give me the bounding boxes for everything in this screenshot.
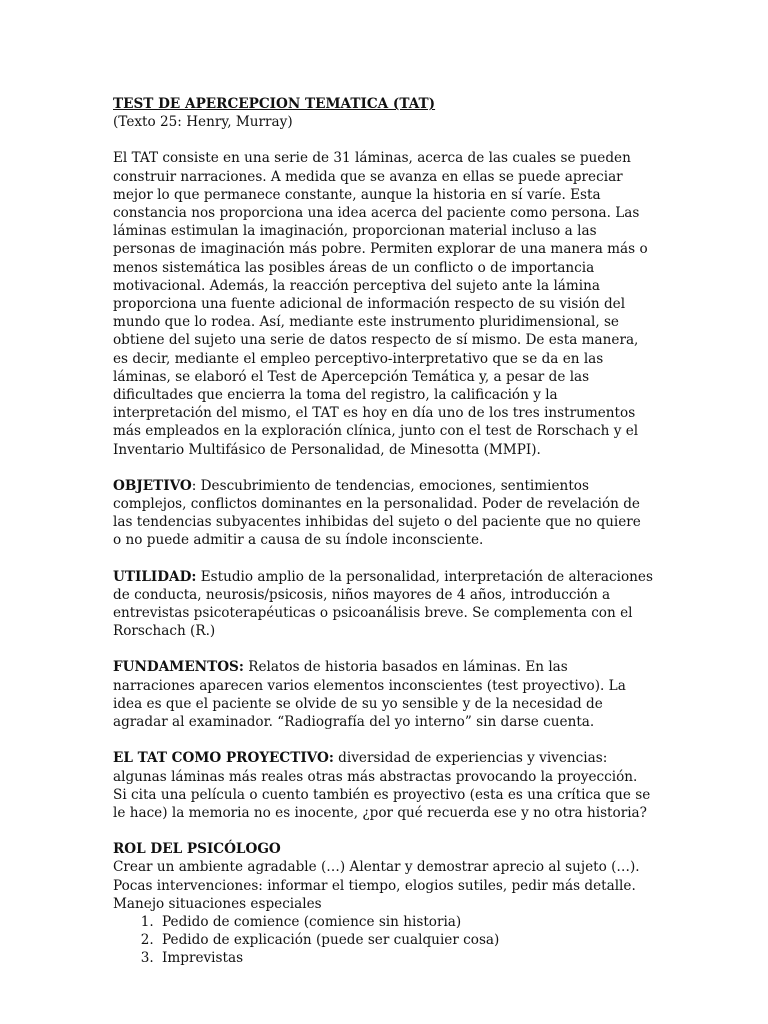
situaciones-list [113, 913, 653, 968]
rol-line: Crear un ambiente agradable (…) Alentar y demostrar aprecio al sujeto (…). [113, 859, 640, 876]
document-page [113, 95, 653, 968]
rol-heading: ROL DEL PSICÓLOGO [113, 841, 281, 858]
proyectivo-label: EL TAT COMO PROYECTIVO: [113, 750, 334, 767]
fundamentos-paragraph [113, 658, 653, 731]
proyectivo-paragraph [113, 749, 653, 822]
list-item: 1. Pedido de comience (comience sin historia) [158, 913, 653, 931]
document-title: TEST DE APERCEPCION TEMATICA (TAT) [113, 96, 436, 112]
objetivo-label: OBJETIVO [113, 477, 192, 494]
rol-line: Manejo situaciones especiales [113, 895, 322, 912]
rol-line: Pocas intervenciones: informar el tiempo, elogios sutiles, pedir más detalle. [113, 877, 636, 894]
list-item: 3. Imprevistas [158, 949, 653, 967]
objetivo-paragraph [113, 477, 653, 550]
fundamentos-text: Relatos de historia basados en láminas. En las narraciones aparecen varios elementos inconscientes (test proyectivo). La idea es que el paciente se olvide de su yo sensible y de la necesidad de agradar al examinador. “Radiografía del yo interno” sin darse cuenta. [113, 659, 626, 731]
document-subtitle: (Texto 25: Henry, Murray) [113, 114, 293, 131]
utilidad-label: UTILIDAD: [113, 568, 197, 585]
utilidad-text: Estudio amplio de la personalidad, interpretación de alteraciones de conducta, neurosis/psicosis, niños mayores de 4 años, introducción a entrevistas psicoterapéuticas o psicoanálisis breve. Se complementa con el Rorschach (R.) [113, 568, 653, 640]
utilidad-paragraph [113, 568, 653, 641]
proyectivo-text: diversidad de experiencias y vivencias: algunas láminas más reales otras más abstractas provocando la proyección. Si cita una película o cuento también es proyectivo (esta es una crítica que se le hace) la memoria no es inocente, ¿por qué recuerda ese y no otra historia? [113, 750, 651, 821]
objetivo-text: : Descubrimiento de tendencias, emociones, sentimientos complejos, conflictos dominantes en la personalidad. Poder de revelación de las tendencias subyacentes inhibidas del sujeto o del paciente que no quiere o no puede admitir a causa de su índole inconsciente. [113, 477, 641, 549]
list-item: 2. Pedido de explicación (puede ser cualquier cosa) [158, 931, 653, 949]
fundamentos-label: FUNDAMENTOS: [113, 659, 244, 676]
intro-paragraph: El TAT consiste en una serie de 31 láminas, acerca de las cuales se pueden construir narraciones. A medida que se avanza en ellas se puede apreciar mejor lo que permanece constante, aunque la historia en sí varíe. Esta constancia nos proporciona una idea acerca del paciente como persona. Las láminas estimulan la imaginación, proporcionan material incluso a las personas de imaginación más pobre. Permiten explorar de una manera más o menos sistemática las posibles áreas de un conflicto o de importancia motivacional. Además, la reacción perceptiva del sujeto ante la lámina proporciona una fuente adicional de información respecto de su visión del mundo que lo rodea. Así, mediante este instrumento pluridimensional, se obtiene del sujeto una serie de datos respecto de sí mismo. De esta manera, es decir, mediante el empleo perceptivo-interpretativo que se da en las láminas, se elaboró el Test de Apercepción Temática y, a pesar de las dificultades que encierra la toma del registro, la calificación y la interpretación del mismo, el TAT es hoy en día uno de los tres instrumentos más empleados en la exploración clínica, junto con el test de Rorschach y el Inventario Multifásico de Personalidad, de Minesotta (MMPI). [113, 150, 648, 458]
